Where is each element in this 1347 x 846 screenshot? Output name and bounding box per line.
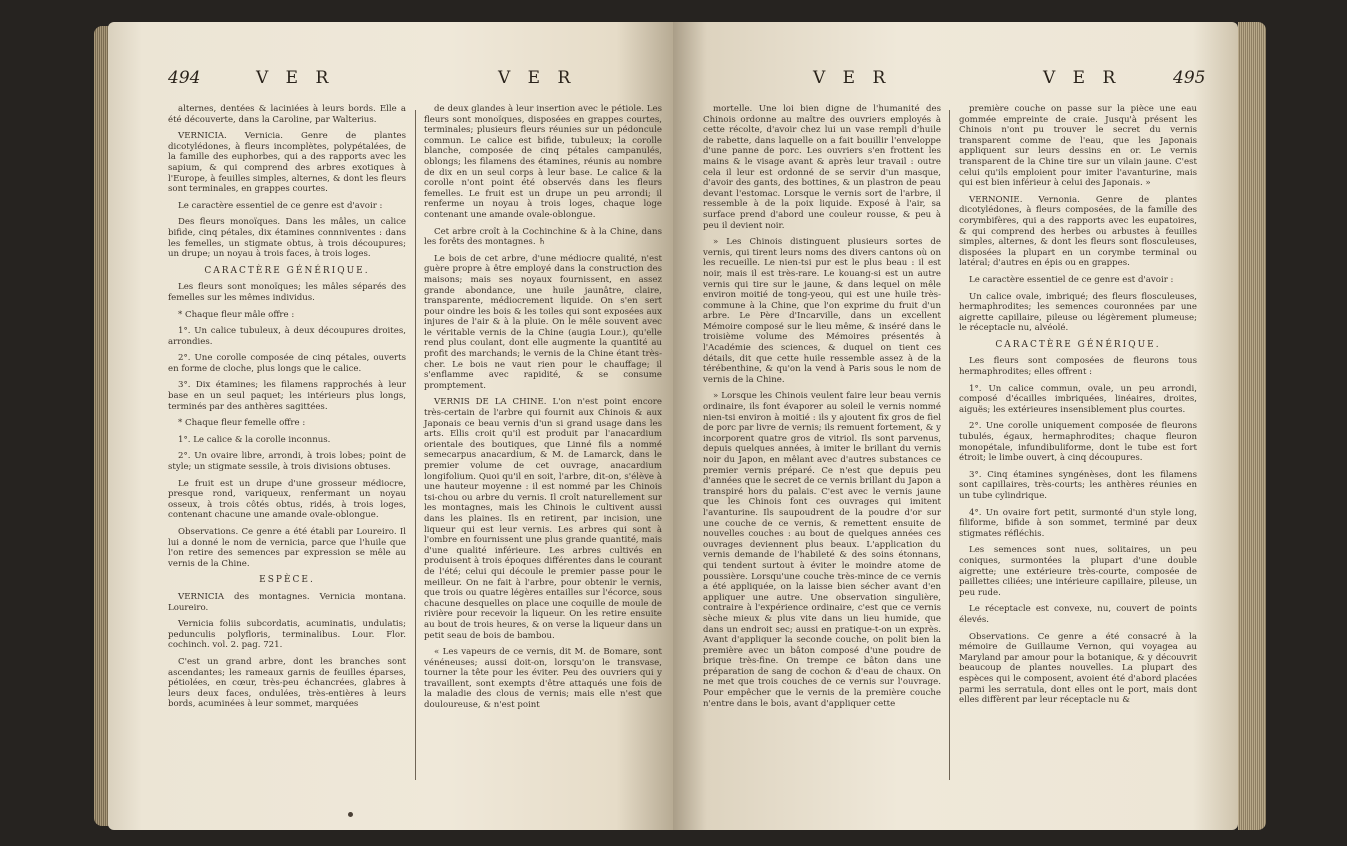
ink-spot — [348, 812, 353, 817]
paragraph: * Chaque fleur mâle offre : — [178, 309, 295, 320]
paragraph: VERNONIE. Vernonia. Genre de plantes dicotylédones, à fleurs composées, de la famille des corymbifères, qui a des rapports avec les eupatoires, & qui comprend des herbes ou arbustes à feuilles simples, alternes, & dont les fleurs sont flosculeuses, disposées la plupart en un corymbe terminal ou latéral; d'autres en épis ou en grappes. — [959, 194, 1197, 269]
paragraph: * Chaque fleur femelle offre : — [178, 418, 306, 429]
paragraph: 2°. Un ovaire libre, arrondi, à trois lobes; point de style; un stigmate sessile, à trois divisions obtuses. — [168, 451, 406, 473]
paragraph: VERNIS DE LA CHINE. L'on n'est point encore très-certain de l'arbre qui fournit aux Chinois & aux Japonais ce beau vernis d'un si grand usage dans les arts. Ellis croit qu'il est produit par l'anacardium orientale des boutiques, que Linné fils a nommé semecarpus anacardium, & M. de Lamarck, dans le premier volume de cet ouvrage, anacardium longifolium. Quoi qu'il en soit, l'arbre, dit-on, s'élève à une hauteur moyenne : il est nommé par les Chinois tsi-chou ou arbre du vernis. Il croît naturellement sur les montagnes, mais les Chinois le cultivent aussi dans les plaines. Ils en retirent, par incision, une liqueur qui est leur vernis. Les arbres qui sont à l'ombre en fournissent une plus grande quantité, mais d'une qualité inférieure. Les arbres cultivés en produisent à trois époques différentes dans le courant de l'été; celui qui découle le premier passe pour le meilleur. On ne fait à l'arbre, pour obtenir le vernis, que trois ou quatre légères entailles sur l'écorce, sous chacune desquelles on place une coquille de moule de rivière pour recevoir la liqueur. On les retire ensuite au bout de trois heures, & on verse la liqueur dans un petit seau de bois de bambou. — [424, 397, 662, 641]
right-header-right: V E R — [1043, 68, 1122, 88]
paragraph: Le caractère essentiel de ce genre est d'avoir : — [178, 200, 383, 211]
paragraph: alternes, dentées & laciniées à leurs bords. Elle a été découverte, dans la Caroline, par Walterius. — [168, 104, 406, 125]
right-column-2 — [959, 104, 1197, 712]
paragraph: » Lorsque les Chinois veulent faire leur beau vernis ordinaire, ils font évaporer au soleil le vernis nommé nien-tsi environ à moitié : ils y ajoutent fix gros de fiel de porc par livre de vernis; ils remuent fortement, & y incorporent quatre gros de vitriol. Ils sont parvenus, depuis quelques années, à imiter le brillant du vernis noir du Japon, en mêlant avec d'autres substances ce premier vernis préparé. Ce n'est que depuis peu d'années que le secret de ce vernis brillant du Japon a transpiré hors du palais. C'est avec le vernis jaune que les Chinois font ces ouvrages qui imitent l'avanturine. Ils saupoudrent de la poudre d'or sur une couche de ce vernis, & remettent ensuite de nouvelles couches : au bout de quelques années ces ouvrages deviennent plus beaux. L'application du vernis demande de l'habileté & des soins étonnans, qui tendent surtout à éviter le moindre atome de poussière. Lorsqu'une couche très-mince de ce vernis a été appliquée, on la laisse bien sécher avant d'en appliquer une autre. Une observation singulière, contraire à l'expérience ordinaire, c'est que ce vernis sèche mieux & plus vite dans un lieu humide, que dans un endroit sec; aussi en pratique-t-on un exprès. Avant d'appliquer la seconde couche, on polit bien la première avec un bâton composé d'une poudre de brique très-fine. On trempe ce bâton dans une préparation de sang de cochon & d'eau de chaux. On ne met que trois couches de ce vernis sur l'ouvrage. Pour empêcher que le vernis de la première couche n'entre dans le bois, avant d'appliquer cette — [703, 391, 941, 709]
paragraph: Cet arbre croît à la Cochinchine & à la Chine, dans les forêts des montagnes. ♄ — [424, 226, 662, 248]
paragraph: VERNICIA des montagnes. Vernicia montana. Loureiro. — [168, 591, 406, 613]
paragraph: Le fruit est un drupe d'une grosseur médiocre, presque rond, variqueux, renfermant un noyau osseux, à trois côtés obtus, ridés, à trois loges, contenant chacune une amande ovale-oblongue. — [168, 478, 406, 521]
left-header-right: V E R — [498, 68, 577, 88]
paragraph: 3°. Dix étamines; les filamens rapprochés à leur base en un seul paquet; les intérieurs plus longs, terminés par des anthères sagittées. — [168, 380, 406, 412]
right-page-number: 495 — [1173, 68, 1206, 88]
section-heading: CARACTÈRE GÉNÉRIQUE. — [995, 339, 1161, 350]
section-heading: ESPÈCE. — [259, 575, 315, 586]
paragraph: 4°. Un ovaire fort petit, surmonté d'un style long, filiforme, bifide à son sommet, terminé par deux stigmates réfléchis. — [959, 507, 1197, 539]
paragraph: 2°. Une corolle composée de cinq pétales, ouverts en forme de cloche, plus longs que le calice. — [168, 353, 406, 374]
paragraph: VERNICIA. Vernicia. Genre de plantes dicotylédones, à fleurs incomplètes, polypétalées, de la famille des euphorbes, qui a des rapports avec les sapium, & qui comprend des arbres exotiques à l'Europe, à feuilles simples, alternes, & dont les fleurs sont terminales, en grappes courtes. — [168, 131, 406, 195]
paragraph: Le caractère essentiel de ce genre est d'avoir : — [969, 274, 1174, 285]
open-book — [108, 22, 1238, 830]
paragraph: mortelle. Une loi bien digne de l'humanité des Chinois ordonne au maître des ouvriers employés à cette récolte, d'avoir chez lui un vase rempli d'huile de rabette, dans laquelle on a fait bouillir l'enveloppe d'une panne de porc. Les ouvriers s'en frottent les mains & le visage avant & après leur travail : outre cela il leur est ordonné de se servir d'un masque, d'avoir des gants, des bottines, & un plastron de peau devant l'estomac. Lorsque le vernis sort de l'arbre, il ressemble à de la poix liquide. Exposé à l'air, sa surface prend d'abord une couleur rousse, & peu à peu il devient noir. — [703, 104, 941, 231]
left-page — [108, 22, 673, 830]
paragraph: Vernicia foliis subcordatis, acuminatis, undulatis; pedunculis polyfloris, terminalibus. Lour. Flor. cochinch. vol. 2. pag. 721. — [168, 619, 406, 651]
paragraph: Des fleurs monoïques. Dans les mâles, un calice bifide, cinq pétales, dix étamines connniventes : dans les femelles, un stigmate obtus, à trois découpures; un drupe; un noyau à trois faces, à trois loges. — [168, 217, 406, 260]
paragraph: Observations. Ce genre a été établi par Loureiro. Il lui a donné le nom de vernicia, parce que l'huile que l'on retire des semences par expression se mêle au vernis de la Chine. — [168, 527, 406, 569]
page-edges-right — [1238, 22, 1266, 830]
paragraph: Le bois de cet arbre, d'une médiocre qualité, n'est guère propre à être employé dans la construction des maisons; mais ses noyaux fournissent, en assez grande abondance, une huile jaunâtre, claire, transparente, médiocrement liquide. On s'en sert pour oindre les bois & les toiles qui sont exposées aux injures de l'air & à la pluie. On le mêle souvent avec le véritable vernis de la Chine (augia Lour.), qu'elle rend plus coulant, dont elle augmente la quantité au profit des marchands; le vernis de la Chine étant très-cher. Le bois ne vaut rien pour le chauffage; il s'enflamme avec rapidité, & se consume promptement. — [424, 253, 662, 391]
paragraph: Observations. Ce genre a été consacré à la mémoire de Guillaume Vernon, qui voyagea au Maryland par amour pour la botanique, & y découvrit beaucoup de plantes nouvelles. La plupart des espèces qui le composent, avoient été d'abord placées parmi les serratula, dont elles ont le port, mais dont elles diffèrent par leur réceptacle nu & — [959, 631, 1197, 706]
paragraph: 3°. Cinq étamines syngénèses, dont les filamens sont capillaires, très-courts; les anthères réunies en un tube cylindrique. — [959, 469, 1197, 501]
left-column-2 — [424, 104, 662, 717]
paragraph: » Les Chinois distinguent plusieurs sortes de vernis, qui tirent leurs noms des divers cantons où on les recueille. Le nien-tsi pur est le plus beau : il est noir, mais il est très-rare. Le kouang-si est un autre vernis qui tire sur le jaune, & dans lequel on mêle environ moitié de tong-yeou, qui est une huile très-commune à la Chine, que l'on exprime du fruit d'un arbre. Le Père d'Incarville, dans un excellent Mémoire composé sur le lieu même, & inséré dans le troisième volume des Mémoires présentés à l'Académie des sciences, & duquel on tient ces détails, dit que cette huile ressemble assez à de la térébenthine, & qu'on la vend à Paris sous le nom de vernis de la Chine. — [703, 237, 941, 385]
paragraph: 1°. Le calice & la corolle inconnus. — [178, 434, 331, 445]
left-header-left: V E R — [256, 68, 335, 88]
paragraph: de deux glandes à leur insertion avec le pétiole. Les fleurs sont monoïques, disposées en grappes courtes, terminales; plusieurs fleurs réunies sur un pédoncule commun. Le calice est bifide, tubuleux; la corolle blanche, composée de cinq pétales campanulés, oblongs; les filamens des étamines, réunis au nombre de dix en un seul corps à leur base. Le calice & la corolle n'ont point été observés dans les fleurs femelles. Le fruit est un drupe un peu arrondi; il renferme un noyau à trois loges, chaque loge contenant une amande ovale-oblongue. — [424, 104, 662, 220]
paragraph: Les fleurs sont monoïques; les mâles séparés des femelles sur les mêmes individus. — [168, 282, 406, 303]
paragraph: Le réceptacle est convexe, nu, couvert de points élevés. — [959, 604, 1197, 625]
right-header-left: V E R — [813, 68, 892, 88]
column-rule — [949, 110, 950, 780]
paragraph: Les semences sont nues, solitaires, un peu coniques, surmontées la plupart d'une double aigrette; une extérieure très-courte, composée de paillettes ciliées; une intérieure capillaire, pileuse, un peu rude. — [959, 545, 1197, 598]
section-heading: CARACTÈRE GÉNÉRIQUE. — [204, 265, 370, 276]
paragraph: Un calice ovale, imbriqué; des fleurs flosculeuses, hermaphrodites; les semences couronnées par une aigrette capillaire, pileuse ou légèrement plumeuse; le réceptacle nu, alvéolé. — [959, 291, 1197, 334]
right-column-1 — [703, 104, 941, 715]
paragraph: 2°. Une corolle uniquement composée de fleurons tubulés, égaux, hermaphrodites; chaque fleuron monopétale, infundibuliforme, dont le tube est fort étroit; le limbe ouvert, à cinq découpures. — [959, 421, 1197, 464]
left-column-1 — [168, 104, 406, 716]
column-rule — [415, 110, 416, 780]
paragraph: Les fleurs sont composées de fleurons tous hermaphrodites; elles offrent : — [959, 356, 1197, 378]
left-page-number: 494 — [168, 68, 201, 88]
paragraph: « Les vapeurs de ce vernis, dit M. de Bomare, sont vénéneuses; aussi doit-on, lorsqu'on le transvase, tourner la tête pour les éviter. Peu des ouvriers qui y travaillent, sont exempts d'être attaqués une fois de la maladie des clous de vernis; mais elle n'est que douloureuse, & n'est point — [424, 647, 662, 711]
right-page — [673, 22, 1238, 830]
paragraph: première couche on passe sur la pièce une eau gommée empreinte de craie. Jusqu'à présent les Chinois n'ont pu trouver le secret du vernis transparent comme de l'eau, que les Japonais appliquent sur leurs dessins en or. Le vernis transparent de la Chine tire sur un vilain jaune. C'est celui qu'ils emploient pour imiter l'avanturine, mais qui est bien inférieur à celui des Japonais. » — [959, 104, 1197, 189]
paragraph: C'est un grand arbre, dont les branches sont ascendantes; les rameaux garnis de feuilles éparses, pétiolées, en cœur, très-peu échancrées, glabres à leurs deux faces, ondulées, très-entières à leurs bords, acuminées à leur sommet, marquées — [168, 656, 406, 710]
paragraph: 1°. Un calice tubuleux, à deux découpures droites, arrondies. — [168, 326, 406, 347]
paragraph: 1°. Un calice commun, ovale, un peu arrondi, composé d'écailles imbriquées, linéaires, droites, aiguës; les extérieures insensiblement plus courtes. — [959, 383, 1197, 415]
